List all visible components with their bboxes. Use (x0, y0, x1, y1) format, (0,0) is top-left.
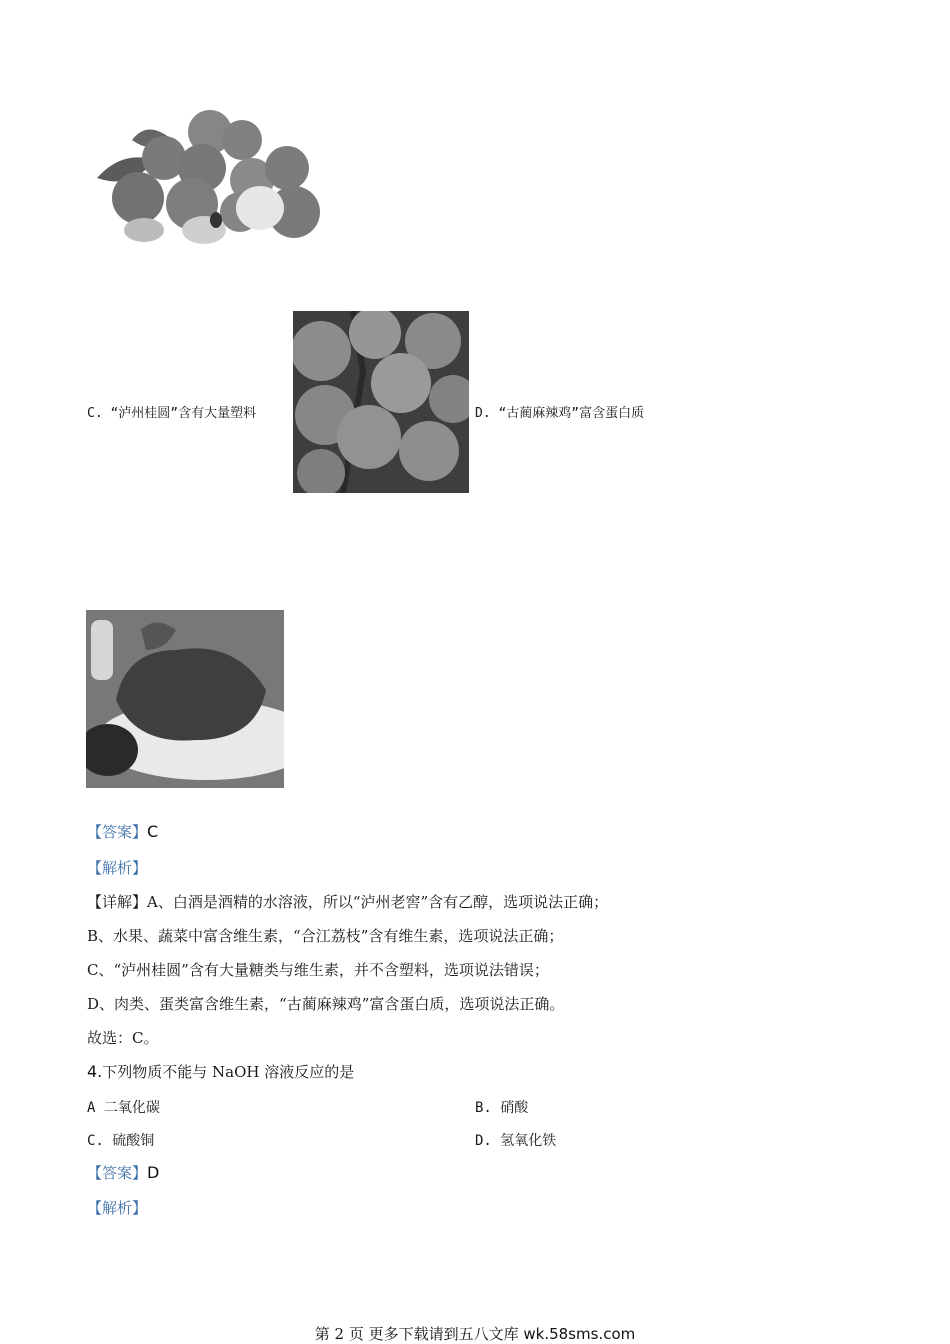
q4-answer (87, 1162, 159, 1183)
q4-option-c: C. 硫酸铜 (87, 1133, 155, 1149)
spicy-chicken-photo (86, 610, 284, 788)
footer-site-link[interactable]: wk.58sms.com (523, 1325, 636, 1343)
footer-page-text: 第 2 页 更多下载请到五八文库 (314, 1325, 524, 1343)
q4-option-a: A 二氧化碳 (87, 1100, 160, 1116)
q3-detail-line3: C、“泸州桂圆”含有大量糖类与维生素，并不含塑料，选项说法错误； (87, 961, 549, 979)
lychee-photo (92, 100, 328, 256)
q4-analysis-tag: 【解析】 (87, 1199, 148, 1217)
answer-value: C (147, 822, 159, 841)
page-footer (0, 1323, 950, 1344)
q3-detail-line1: 【详解】A、白酒是酒精的水溶液，所以“泸州老窖”含有乙醇，选项说法正确； (87, 893, 609, 911)
q4-stem (87, 1061, 354, 1082)
q3-option-c: C. “泸州桂圆”含有大量塑料 (87, 406, 257, 421)
q3-detail-line2: B、水果、蔬菜中富含维生素，“合江荔枝”含有维生素，选项说法正确； (87, 927, 564, 945)
q3-conclusion: 故选：C。 (87, 1029, 159, 1047)
answer-tag: 【答案】 (87, 823, 148, 841)
q3-detail-line4: D、肉类、蛋类富含维生素，“古蔺麻辣鸡”富含蛋白质，选项说法正确。 (87, 995, 565, 1013)
q4-option-d: D. 氢氧化铁 (475, 1133, 557, 1149)
q4-option-b: B. 硝酸 (475, 1100, 529, 1116)
longan-photo (293, 311, 469, 493)
question-text: 下列物质不能与 NaOH 溶液反应的是 (102, 1063, 355, 1081)
answer-tag: 【答案】 (87, 1164, 148, 1182)
answer-value: D (147, 1163, 160, 1182)
q3-option-d: D. “古蔺麻辣鸡”富含蛋白质 (475, 406, 645, 421)
question-number: 4. (87, 1062, 103, 1081)
q3-answer (87, 821, 158, 842)
q3-analysis-tag: 【解析】 (87, 859, 148, 877)
